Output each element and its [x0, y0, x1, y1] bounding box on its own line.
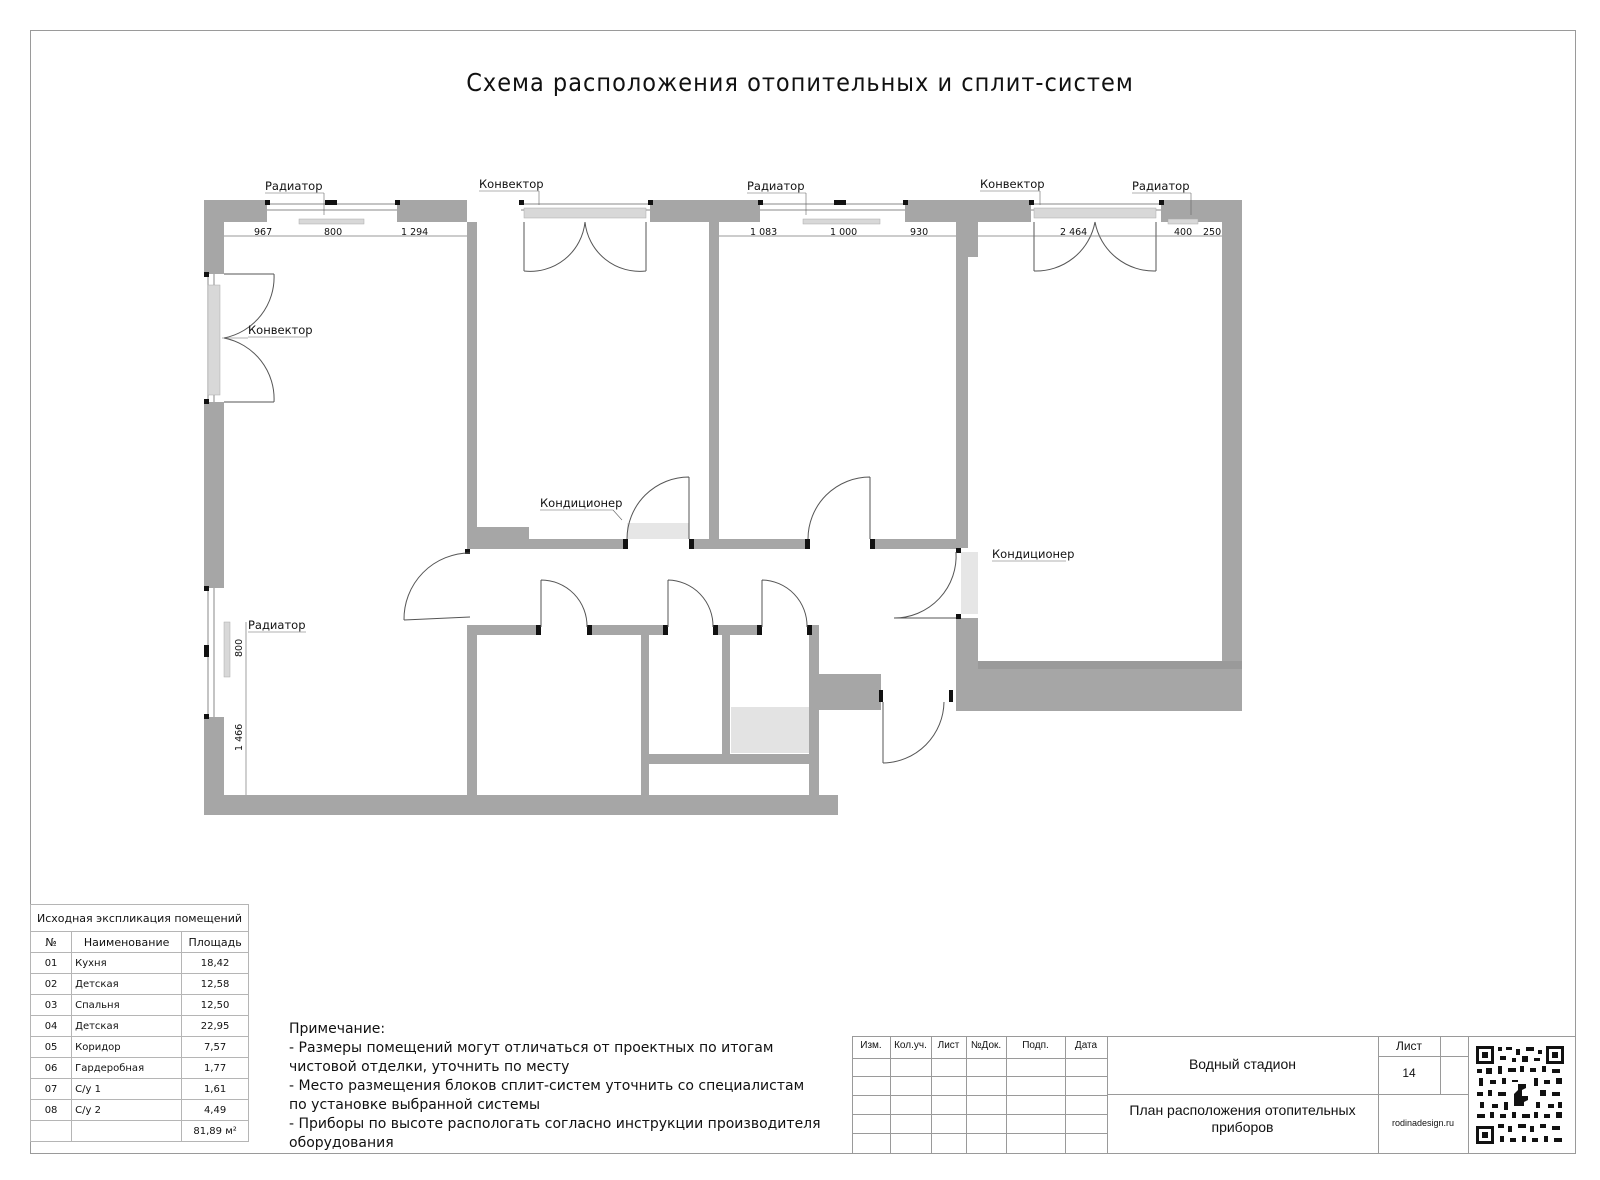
dimension-label: 1 083	[750, 227, 778, 238]
note-line: - Размеры помещений могут отличаться от проектных по итогам	[289, 1040, 774, 1056]
column-header: Лист	[937, 1040, 960, 1051]
room-area: 12,58	[182, 974, 249, 995]
dimension-label: 1 466	[234, 723, 245, 751]
convector-label: Конвектор	[980, 177, 1045, 191]
convector-label: Конвектор	[248, 323, 313, 337]
sheet-number: 14	[1402, 1066, 1416, 1080]
column-header: Подп.	[1022, 1040, 1049, 1051]
column-header: Площадь	[182, 932, 249, 953]
room-name: Кухня	[72, 953, 182, 974]
room-area: 12,50	[182, 995, 249, 1016]
note-line: чистовой отделки, уточнить по месту	[289, 1059, 570, 1075]
row-number: 06	[31, 1058, 72, 1079]
room-area: 1,61	[182, 1079, 249, 1100]
table-row	[31, 1100, 249, 1121]
row-number: 03	[31, 995, 72, 1016]
sheet-label: Лист	[1395, 1039, 1423, 1053]
room-area: 7,57	[182, 1037, 249, 1058]
walls	[204, 200, 1242, 815]
dimension-label: 967	[254, 227, 273, 238]
notes-block	[289, 1020, 849, 1153]
total-row	[31, 1121, 249, 1142]
convector-label: Конвектор	[479, 177, 544, 191]
room-name: С/у 1	[72, 1079, 182, 1100]
conditioner-unit	[627, 523, 689, 539]
row-number: 08	[31, 1100, 72, 1121]
explication-title: Исходная экспликация помещений	[31, 905, 249, 932]
radiator-label: Радиатор	[1132, 179, 1190, 193]
note-line: - Приборы по высоте распологать согласно инструкции производителя	[289, 1116, 821, 1132]
room-name: Детская	[72, 974, 182, 995]
dimension-label: 800	[234, 638, 245, 657]
drawing-title: План расположения отопительных приборов	[1129, 1102, 1356, 1135]
radiator-label: Радиатор	[248, 618, 306, 632]
project-name: Водный стадион	[1188, 1056, 1297, 1072]
row-number: 02	[31, 974, 72, 995]
wall-end-ticks	[204, 200, 1164, 719]
conditioner-label: Кондиционер	[540, 496, 623, 510]
column-header: №Док.	[970, 1040, 1002, 1051]
room-name: С/у 2	[72, 1100, 182, 1121]
room-name: Детская	[72, 1016, 182, 1037]
row-number: 04	[31, 1016, 72, 1037]
dimension-label: 800	[324, 227, 343, 238]
conditioner-label: Кондиционер	[992, 547, 1075, 561]
room-name: Гардеробная	[72, 1058, 182, 1079]
table-row	[31, 1037, 249, 1058]
row-number: 01	[31, 953, 72, 974]
column-header: Кол.уч.	[894, 1040, 927, 1051]
windows	[208, 204, 1161, 717]
note-line: оборудования	[289, 1135, 394, 1151]
table-row	[31, 1058, 249, 1079]
table-row	[31, 974, 249, 995]
dimension-label: 400	[1174, 227, 1193, 238]
column-header: №	[31, 932, 72, 953]
table-row	[31, 953, 249, 974]
table-row	[31, 1079, 249, 1100]
radiator-label: Радиатор	[747, 179, 805, 193]
note-line: - Место размещения блоков сплит-систем уточнить со специалистам	[289, 1078, 805, 1094]
radiator-label: Радиатор	[265, 179, 323, 193]
column-header: Изм.	[860, 1040, 882, 1051]
leader-lines	[222, 191, 1191, 632]
room-area: 22,95	[182, 1016, 249, 1037]
note-line: по установке выбранной системы	[289, 1097, 541, 1113]
notes-heading: Примечание:	[289, 1021, 386, 1037]
dimension-label: 2 464	[1060, 227, 1088, 238]
total-area: 81,89 м²	[182, 1121, 249, 1142]
row-number: 07	[31, 1079, 72, 1100]
column-header: Наименование	[72, 932, 182, 953]
niche-fill	[731, 707, 809, 753]
room-area: 4,49	[182, 1100, 249, 1121]
title-block	[852, 1036, 1576, 1154]
room-name: Спальня	[72, 995, 182, 1016]
dimension-label: 250	[1203, 227, 1222, 238]
dimension-label: 1 000	[830, 227, 858, 238]
qr-code	[1474, 1044, 1566, 1146]
room-area: 18,42	[182, 953, 249, 974]
room-area: 1,77	[182, 1058, 249, 1079]
table-row	[31, 995, 249, 1016]
column-header: Дата	[1074, 1040, 1098, 1051]
dimension-label: 1 294	[401, 227, 429, 238]
room-explication-table	[30, 904, 249, 1142]
heating-devices	[208, 208, 1198, 677]
conditioner-unit	[961, 552, 978, 614]
website: rodinadesign.ru	[1391, 1118, 1455, 1128]
plan-title: Схема расположения отопительных и сплит-систем	[466, 68, 1134, 97]
dimension-label: 930	[910, 227, 929, 238]
row-number: 05	[31, 1037, 72, 1058]
room-name: Коридор	[72, 1037, 182, 1058]
table-row	[31, 1016, 249, 1037]
